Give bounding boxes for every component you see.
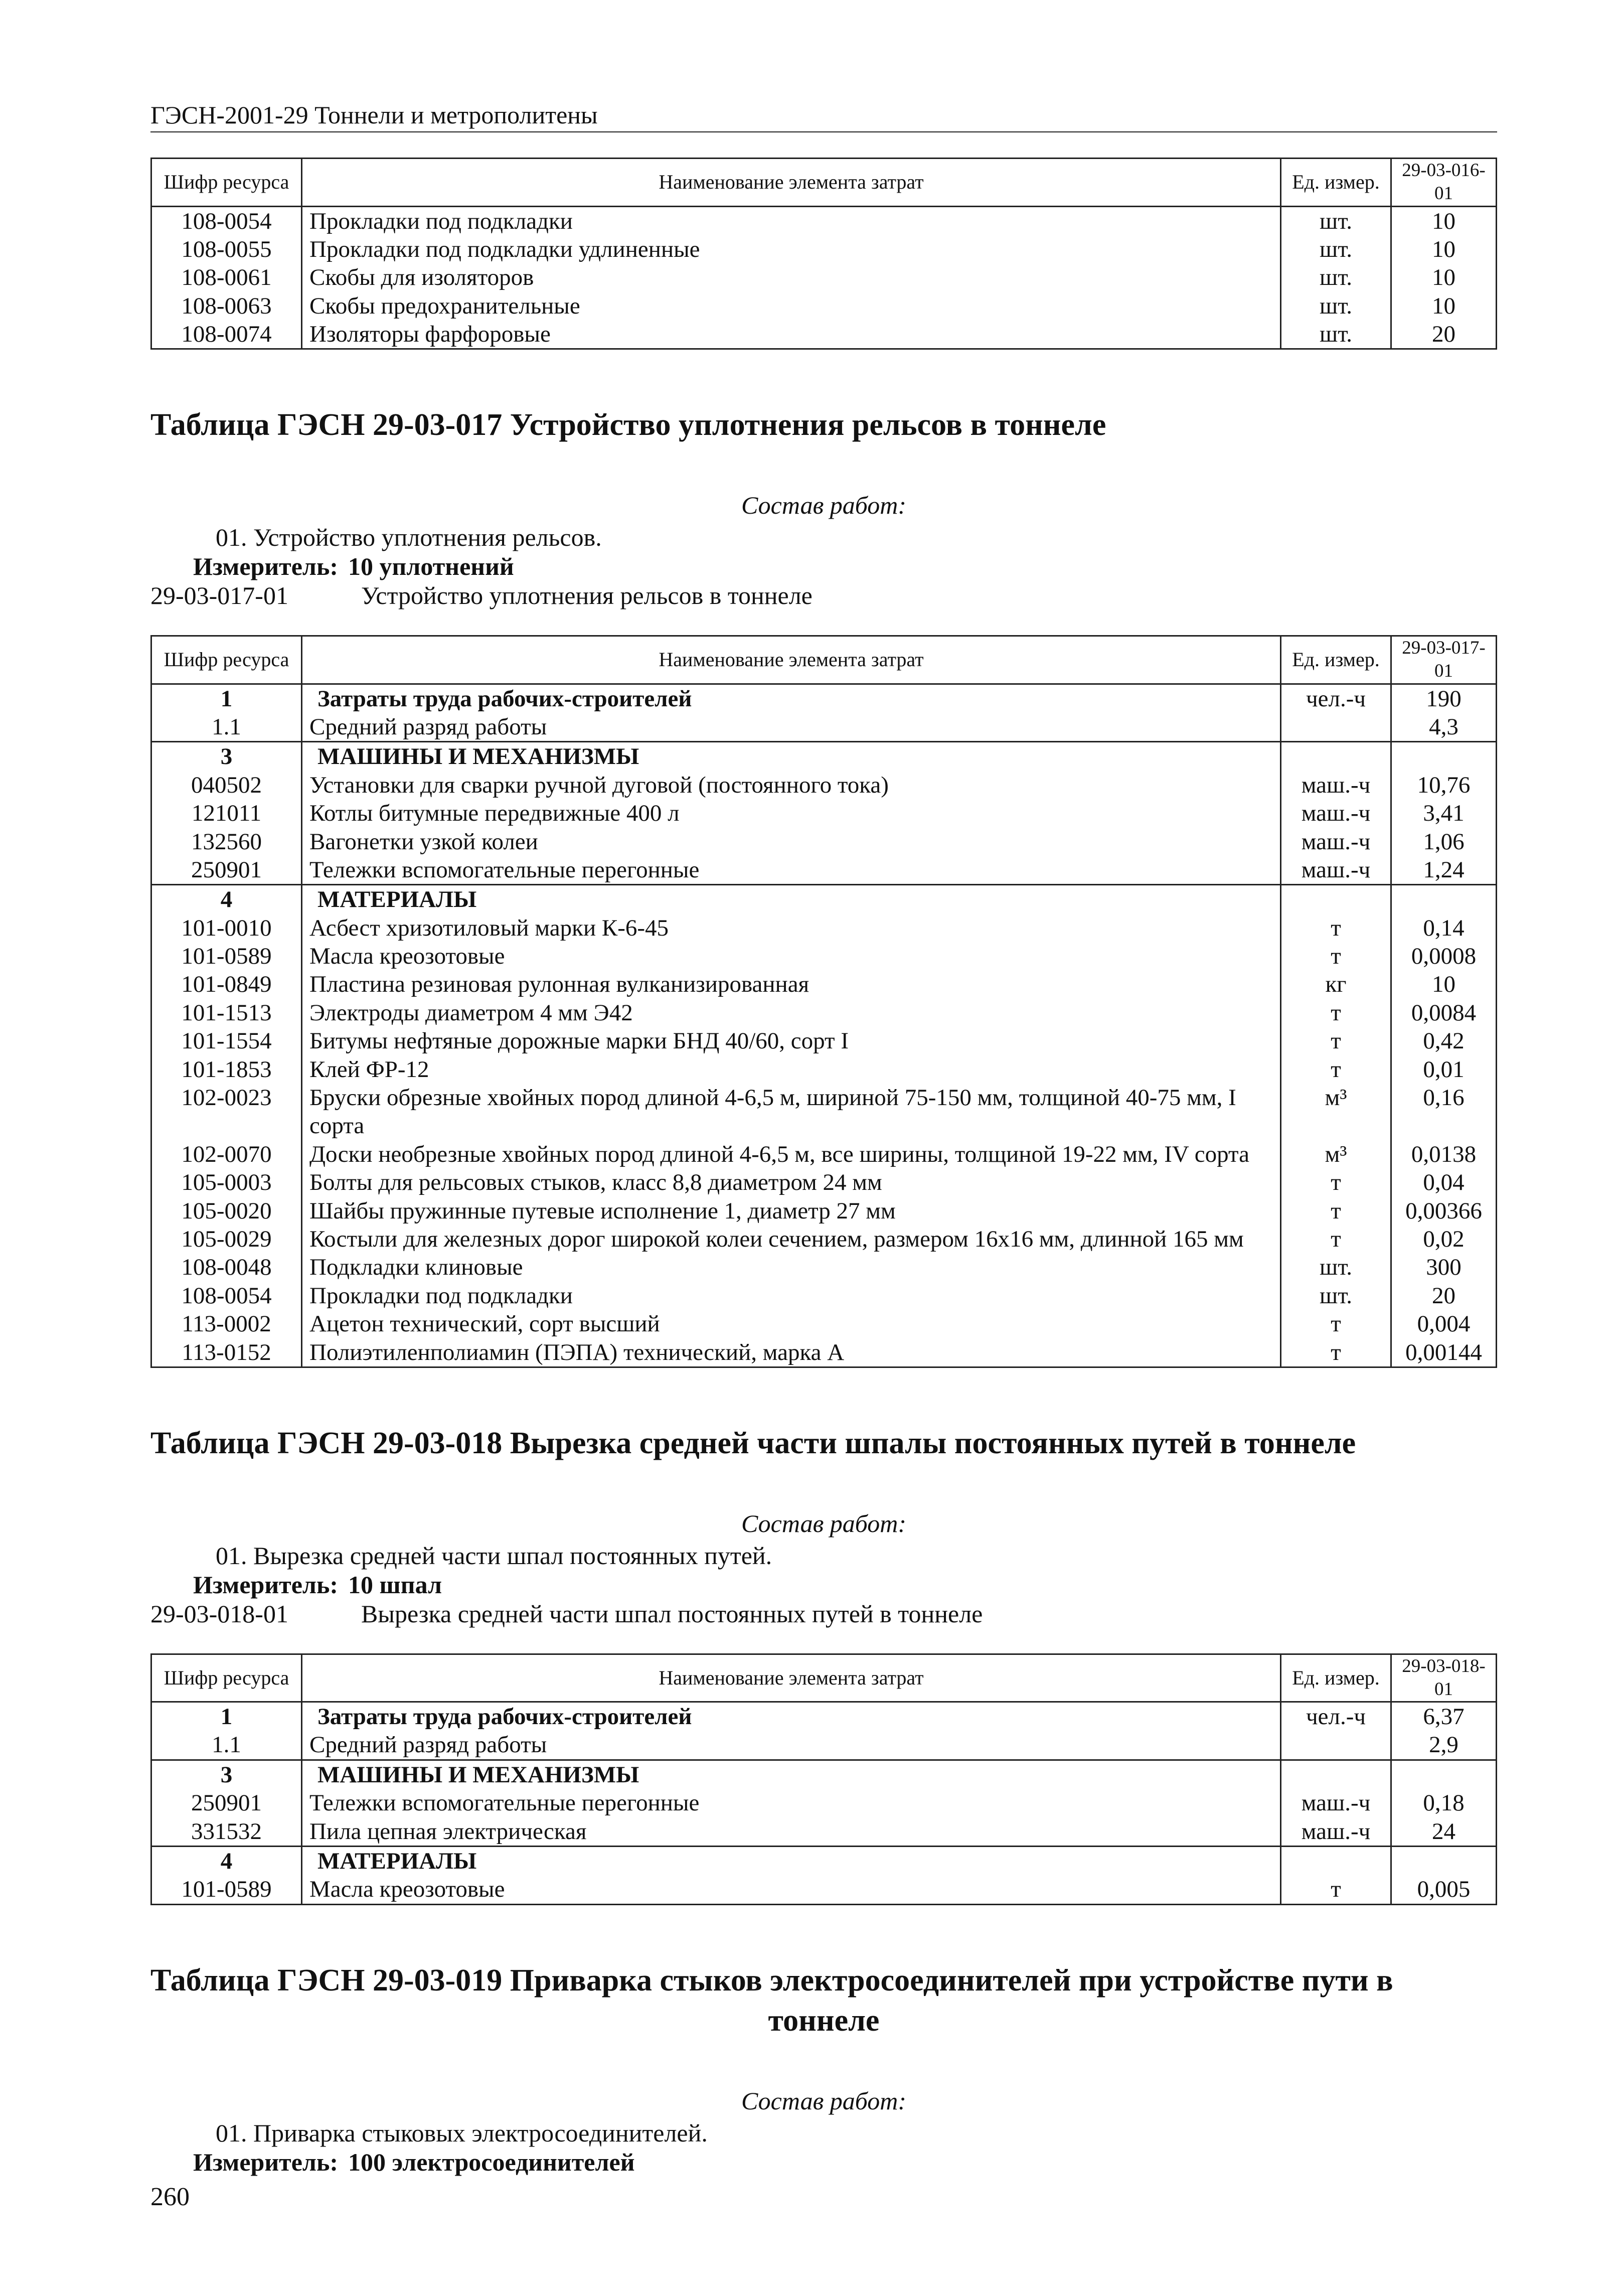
cell-name: Бруски обрезные хвойных пород длиной 4-6,5 м, шириной 75-150 мм, толщиной 40-75 мм, I сорта	[302, 1084, 1281, 1140]
cell-name: Изоляторы фарфоровые	[302, 320, 1281, 349]
cell-name: Тележки вспомогательные перегонные	[302, 1789, 1281, 1817]
cell-name: Полиэтиленполиамин (ПЭПА) технический, марка А	[302, 1338, 1281, 1367]
cell-name: Масла креозотовые	[302, 942, 1281, 970]
cell-unit: шт.	[1281, 206, 1391, 235]
cell-code: 113-0002	[151, 1310, 302, 1338]
cell-code: 121011	[151, 799, 302, 827]
cell-code: 101-1513	[151, 999, 302, 1027]
table-row	[151, 320, 1497, 349]
subcode-number: 29-03-017-01	[150, 581, 288, 610]
cell-code: 1.1	[151, 713, 302, 742]
cell-unit	[1281, 1846, 1391, 1875]
col-header-code: Шифр ресурса	[151, 1654, 302, 1702]
table-row	[151, 1846, 1497, 1875]
cell-code: 4	[151, 1846, 302, 1875]
meter-017	[193, 552, 1497, 581]
works-label-019: Состав работ:	[741, 2086, 907, 2115]
col-header-code: Шифр ресурса	[151, 159, 302, 207]
cell-unit: чел.-ч	[1281, 1702, 1391, 1731]
cell-code: 108-0054	[151, 206, 302, 235]
cell-name: Пила цепная электрическая	[302, 1817, 1281, 1847]
subcode-name: Вырезка средней части шпал постоянных путей в тоннеле	[361, 1599, 983, 1628]
cell-value: 24	[1391, 1817, 1497, 1847]
cell-value: 0,0084	[1391, 999, 1497, 1027]
cell-unit: м³	[1281, 1140, 1391, 1168]
cell-code: 102-0023	[151, 1084, 302, 1140]
cell-unit: чел.-ч	[1281, 684, 1391, 713]
works-label-018: Состав работ:	[741, 1509, 907, 1538]
table-row	[151, 263, 1497, 291]
table-row	[151, 885, 1497, 914]
cell-value: 10	[1391, 263, 1497, 291]
cell-name: Затраты труда рабочих-строителей	[302, 1702, 1281, 1731]
cell-name: Битумы нефтяные дорожные марки БНД 40/60, сорт I	[302, 1027, 1281, 1055]
cell-name: Прокладки под подкладки	[302, 1282, 1281, 1310]
cell-unit: т	[1281, 1027, 1391, 1055]
cell-unit: т	[1281, 1338, 1391, 1367]
cell-code: 101-0010	[151, 914, 302, 942]
col-header-name: Наименование элемента затрат	[302, 636, 1281, 684]
col-header-name: Наименование элемента затрат	[302, 1654, 1281, 1702]
work-item-018: 01. Вырезка средней части шпал постоянных путей.	[216, 1541, 772, 1570]
cell-name: Тележки вспомогательные перегонные	[302, 856, 1281, 885]
col-header-unit: Ед. измер.	[1281, 636, 1391, 684]
table-row	[151, 742, 1497, 771]
cell-code: 4	[151, 885, 302, 914]
cell-unit: маш.-ч	[1281, 828, 1391, 856]
cell-code: 102-0070	[151, 1140, 302, 1168]
cell-unit	[1281, 1731, 1391, 1760]
cell-name: МАШИНЫ И МЕХАНИЗМЫ	[302, 742, 1281, 771]
cell-value: 1,24	[1391, 856, 1497, 885]
cell-code: 1.1	[151, 1731, 302, 1760]
cell-name: Вагонетки узкой колеи	[302, 828, 1281, 856]
table-row	[151, 1197, 1497, 1225]
cell-value	[1391, 742, 1497, 771]
cell-code: 3	[151, 742, 302, 771]
cell-name: Ацетон технический, сорт высший	[302, 1310, 1281, 1338]
cell-value: 10	[1391, 235, 1497, 263]
meter-value: 100 электросоединителей	[348, 2148, 635, 2176]
cell-name: МАШИНЫ И МЕХАНИЗМЫ	[302, 1760, 1281, 1789]
table-row	[151, 235, 1497, 263]
cell-value: 20	[1391, 1282, 1497, 1310]
cell-name: Костыли для железных дорог широкой колеи сечением, размером 16х16 мм, длинной 165 мм	[302, 1225, 1281, 1253]
subcode-name: Устройство уплотнения рельсов в тоннеле	[361, 581, 813, 610]
cell-code: 101-0589	[151, 942, 302, 970]
cell-unit: шт.	[1281, 1282, 1391, 1310]
col-header-norm: 29-03-018-01	[1391, 1654, 1497, 1702]
cell-unit: маш.-ч	[1281, 856, 1391, 885]
subcode-017	[150, 581, 1497, 610]
cell-unit: т	[1281, 1168, 1391, 1196]
cell-code: 108-0061	[151, 263, 302, 291]
table-row	[151, 1027, 1497, 1055]
cell-name: Электроды диаметром 4 мм Э42	[302, 999, 1281, 1027]
cell-name: Масла креозотовые	[302, 1875, 1281, 1904]
cell-value: 0,02	[1391, 1225, 1497, 1253]
table-row	[151, 1760, 1497, 1789]
cell-name: Установки для сварки ручной дуговой (постоянного тока)	[302, 771, 1281, 799]
table-row	[151, 1084, 1497, 1140]
cell-value: 6,37	[1391, 1702, 1497, 1731]
table-row	[151, 1310, 1497, 1338]
cell-name: Прокладки под подкладки	[302, 206, 1281, 235]
resource-table-017	[150, 635, 1497, 1368]
table-row	[151, 999, 1497, 1027]
table-row	[151, 1140, 1497, 1168]
cell-value: 10	[1391, 970, 1497, 998]
cell-name: Пластина резиновая рулонная вулканизированная	[302, 970, 1281, 998]
cell-value: 300	[1391, 1253, 1497, 1281]
work-item-017: 01. Устройство уплотнения рельсов.	[216, 523, 602, 552]
cell-code: 040502	[151, 771, 302, 799]
cell-name: Котлы битумные передвижные 400 л	[302, 799, 1281, 827]
cell-unit: т	[1281, 914, 1391, 942]
section-title-019: Таблица ГЭСН 29-03-019 Приварка стыков электросоединителей при устройстве пути в	[150, 1963, 1393, 1998]
cell-unit: маш.-ч	[1281, 771, 1391, 799]
meter-value: 10 уплотнений	[348, 552, 514, 581]
subcode-018	[150, 1599, 1497, 1628]
cell-unit	[1281, 885, 1391, 914]
resource-table-016	[150, 158, 1497, 350]
section-title-017: Таблица ГЭСН 29-03-017 Устройство уплотнения рельсов в тоннеле	[150, 408, 1106, 442]
cell-name: Прокладки под подкладки удлиненные	[302, 235, 1281, 263]
page	[150, 100, 1497, 2177]
cell-value: 0,01	[1391, 1055, 1497, 1084]
cell-value: 0,14	[1391, 914, 1497, 942]
cell-name: Асбест хризотиловый марки К-6-45	[302, 914, 1281, 942]
cell-unit: т	[1281, 1310, 1391, 1338]
cell-code: 108-0054	[151, 1282, 302, 1310]
table-row	[151, 1731, 1497, 1760]
table-row	[151, 828, 1497, 856]
cell-value: 0,00366	[1391, 1197, 1497, 1225]
col-header-norm: 29-03-017-01	[1391, 636, 1497, 684]
cell-unit: т	[1281, 942, 1391, 970]
cell-code: 3	[151, 1760, 302, 1789]
table-row	[151, 856, 1497, 885]
cell-value: 10	[1391, 292, 1497, 320]
cell-unit	[1281, 713, 1391, 742]
cell-unit: кг	[1281, 970, 1391, 998]
section-title-019-line2: тоннеле	[768, 2004, 880, 2038]
meter-label: Измеритель:	[193, 552, 339, 581]
cell-code: 101-1853	[151, 1055, 302, 1084]
cell-unit: т	[1281, 1055, 1391, 1084]
table-row	[151, 1817, 1497, 1847]
cell-unit: шт.	[1281, 1253, 1391, 1281]
work-item-019: 01. Приварка стыковых электросоединителей.	[216, 2118, 708, 2147]
cell-name: МАТЕРИАЛЫ	[302, 885, 1281, 914]
table-row	[151, 1168, 1497, 1196]
table-row	[151, 1789, 1497, 1817]
cell-unit: шт.	[1281, 263, 1391, 291]
meter-018	[193, 1570, 1497, 1599]
cell-name: Болты для рельсовых стыков, класс 8,8 диаметром 24 мм	[302, 1168, 1281, 1196]
table-row	[151, 713, 1497, 742]
cell-unit: шт.	[1281, 320, 1391, 349]
cell-value: 0,0138	[1391, 1140, 1497, 1168]
cell-value	[1391, 1846, 1497, 1875]
cell-unit: т	[1281, 999, 1391, 1027]
cell-value: 0,00144	[1391, 1338, 1497, 1367]
cell-value: 10,76	[1391, 771, 1497, 799]
cell-unit: т	[1281, 1875, 1391, 1904]
cell-code: 105-0029	[151, 1225, 302, 1253]
cell-code: 105-0003	[151, 1168, 302, 1196]
table-row	[151, 1338, 1497, 1367]
table-row	[151, 206, 1497, 235]
table-row	[151, 799, 1497, 827]
table-row	[151, 684, 1497, 713]
cell-code: 108-0048	[151, 1253, 302, 1281]
col-header-code: Шифр ресурса	[151, 636, 302, 684]
cell-code: 105-0020	[151, 1197, 302, 1225]
col-header-unit: Ед. измер.	[1281, 1654, 1391, 1702]
cell-value: 0,005	[1391, 1875, 1497, 1904]
cell-unit: маш.-ч	[1281, 799, 1391, 827]
cell-code: 101-0589	[151, 1875, 302, 1904]
cell-code: 108-0055	[151, 235, 302, 263]
table-row	[151, 1702, 1497, 1731]
col-header-norm: 29-03-016-01	[1391, 159, 1497, 207]
cell-name: Средний разряд работы	[302, 713, 1281, 742]
table-row	[151, 771, 1497, 799]
table-row	[151, 914, 1497, 942]
cell-unit: т	[1281, 1197, 1391, 1225]
meter-019	[193, 2148, 1497, 2177]
cell-value: 3,41	[1391, 799, 1497, 827]
cell-code: 1	[151, 684, 302, 713]
cell-name: Доски необрезные хвойных пород длиной 4-6,5 м, все ширины, толщиной 19-22 мм, IV сорта	[302, 1140, 1281, 1168]
cell-value	[1391, 885, 1497, 914]
cell-name: Клей ФР-12	[302, 1055, 1281, 1084]
meter-label: Измеритель:	[193, 1570, 339, 1599]
cell-unit: шт.	[1281, 235, 1391, 263]
cell-code: 331532	[151, 1817, 302, 1847]
cell-name: Подкладки клиновые	[302, 1253, 1281, 1281]
cell-unit: маш.-ч	[1281, 1817, 1391, 1847]
cell-value: 0,18	[1391, 1789, 1497, 1817]
resource-table-018	[150, 1653, 1497, 1905]
cell-unit: м³	[1281, 1084, 1391, 1140]
cell-code: 132560	[151, 828, 302, 856]
cell-unit: шт.	[1281, 292, 1391, 320]
cell-value: 1,06	[1391, 828, 1497, 856]
cell-value: 20	[1391, 320, 1497, 349]
cell-code: 250901	[151, 856, 302, 885]
cell-unit	[1281, 1760, 1391, 1789]
cell-name: Средний разряд работы	[302, 1731, 1281, 1760]
works-label-017: Состав работ:	[741, 491, 907, 520]
table-row	[151, 1875, 1497, 1904]
cell-value: 0,0008	[1391, 942, 1497, 970]
page-number: 260	[150, 2183, 190, 2211]
cell-code: 108-0074	[151, 320, 302, 349]
cell-value: 10	[1391, 206, 1497, 235]
cell-unit	[1281, 742, 1391, 771]
cell-value: 190	[1391, 684, 1497, 713]
cell-code: 250901	[151, 1789, 302, 1817]
cell-code: 1	[151, 1702, 302, 1731]
cell-value: 4,3	[1391, 713, 1497, 742]
table-row	[151, 1055, 1497, 1084]
cell-value: 0,04	[1391, 1168, 1497, 1196]
col-header-unit: Ед. измер.	[1281, 159, 1391, 207]
cell-code: 101-1554	[151, 1027, 302, 1055]
cell-name: Скобы для изоляторов	[302, 263, 1281, 291]
table-row	[151, 292, 1497, 320]
table-row	[151, 1253, 1497, 1281]
table-row	[151, 970, 1497, 998]
cell-value: 0,16	[1391, 1084, 1497, 1140]
cell-unit: т	[1281, 1225, 1391, 1253]
section-title-018: Таблица ГЭСН 29-03-018 Вырезка средней части шпалы постоянных путей в тоннеле	[150, 1426, 1356, 1460]
cell-name: Затраты труда рабочих-строителей	[302, 684, 1281, 713]
table-row	[151, 1282, 1497, 1310]
cell-value: 0,42	[1391, 1027, 1497, 1055]
table-row	[151, 1225, 1497, 1253]
col-header-name: Наименование элемента затрат	[302, 159, 1281, 207]
cell-value: 2,9	[1391, 1731, 1497, 1760]
meter-label: Измеритель:	[193, 2148, 339, 2176]
cell-value	[1391, 1760, 1497, 1789]
table-row	[151, 942, 1497, 970]
subcode-number: 29-03-018-01	[150, 1599, 288, 1628]
cell-unit: маш.-ч	[1281, 1789, 1391, 1817]
meter-value: 10 шпал	[348, 1570, 442, 1599]
cell-name: МАТЕРИАЛЫ	[302, 1846, 1281, 1875]
cell-value: 0,004	[1391, 1310, 1497, 1338]
running-head: ГЭСН-2001-29 Тоннели и метрополитены	[150, 100, 1497, 132]
cell-name: Скобы предохранительные	[302, 292, 1281, 320]
cell-code: 101-0849	[151, 970, 302, 998]
cell-code: 108-0063	[151, 292, 302, 320]
cell-code: 113-0152	[151, 1338, 302, 1367]
cell-name: Шайбы пружинные путевые исполнение 1, диаметр 27 мм	[302, 1197, 1281, 1225]
